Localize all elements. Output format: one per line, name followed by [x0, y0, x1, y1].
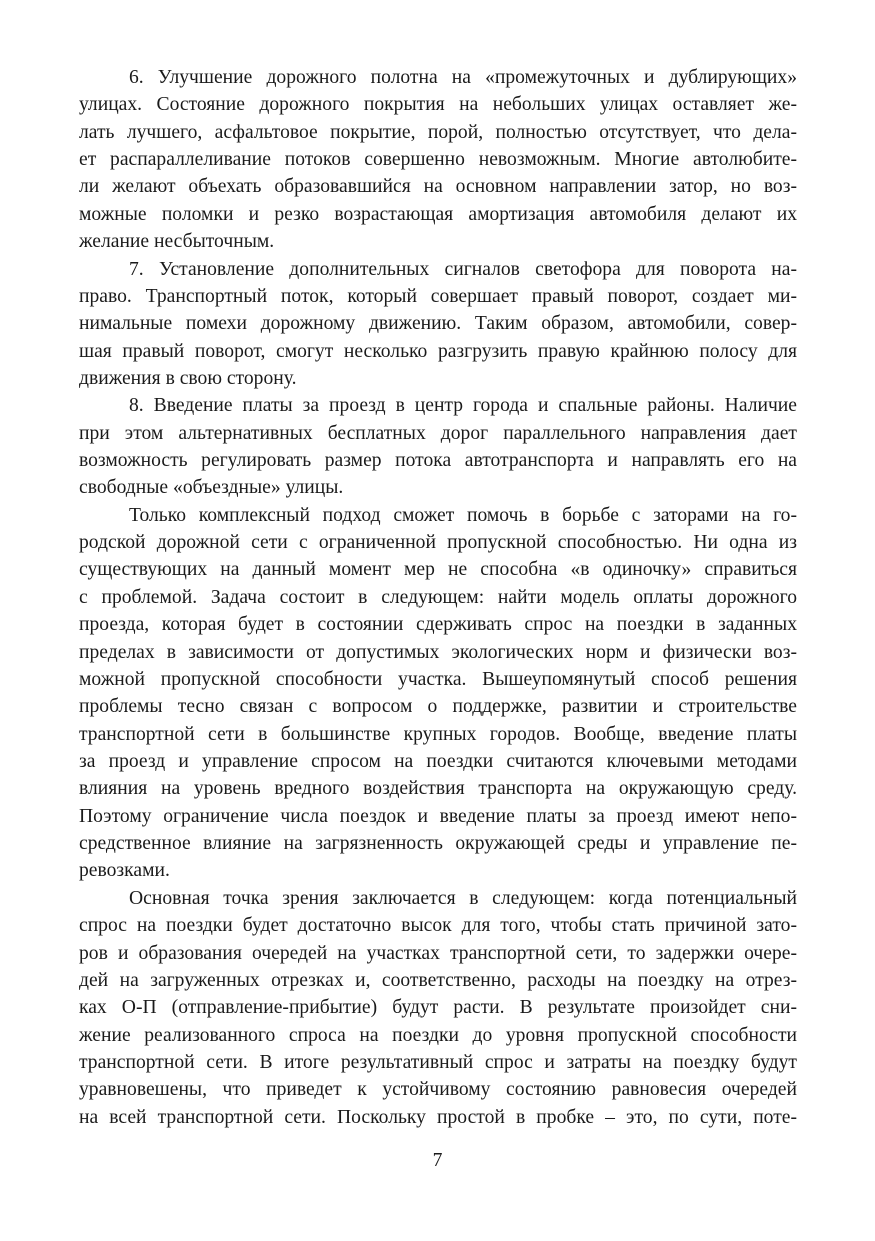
text-line: жение реализованного спроса на поездки до уровня пропускной способности [79, 1024, 797, 1046]
text-line: 8. Введение платы за проезд в центр города и спальные районы. Наличие [129, 395, 797, 417]
text-line: дей на загруженных отрезках и, соответственно, расходы на поездку на отрез- [79, 969, 797, 991]
text-line: проезда, которая будет в состоянии сдерживать спрос на поездки в заданных [79, 614, 797, 636]
paragraph [79, 392, 797, 501]
text-line: свободные «объездные» улицы. [79, 477, 344, 499]
text-line: 7. Установление дополнительных сигналов светофора для поворота на- [129, 258, 797, 280]
text-line: ет распараллеливание потоков совершенно невозможным. Многие автолюбите- [79, 149, 797, 171]
paragraph [79, 502, 797, 885]
text-line: можной пропускной способности участка. Вышеупомянутый способ решения [79, 668, 797, 690]
body-text [79, 64, 797, 1131]
text-line: шая правый поворот, смогут несколько разгрузить правую крайнюю полосу для [79, 340, 797, 362]
text-line: с проблемой. Задача состоит в следующем: найти модель оплаты дорожного [79, 586, 797, 608]
text-line: транспортной сети в большинстве крупных городов. Вообще, введение платы [79, 723, 797, 745]
text-line: ров и образования очередей на участках транспортной сети, то задержки очере- [79, 942, 797, 964]
text-line: улицах. Состояние дорожного покрытия на небольших улицах оставляет же- [79, 94, 797, 116]
text-line: Основная точка зрения заключается в следующем: когда потенциальный [129, 887, 797, 909]
text-line: проблемы тесно связан с вопросом о поддержке, развитии и строительстве [79, 696, 797, 718]
text-line: существующих на данный момент мер не способна «в одиночку» справиться [79, 559, 797, 581]
paragraph [79, 64, 797, 256]
text-line: нимальные помехи дорожному движению. Таким образом, автомобили, совер- [79, 313, 797, 335]
text-line: можные поломки и резко возрастающая амортизация автомобиля делают их [79, 203, 797, 225]
text-line: возможность регулировать размер потока автотранспорта и направлять его на [79, 450, 797, 472]
text-line: ли желают объехать образовавшийся на основном направлении затор, но воз- [79, 176, 797, 198]
text-line: желание несбыточным. [79, 231, 275, 253]
text-line: за проезд и управление спросом на поездки считаются ключевыми методами [79, 750, 797, 772]
text-line: пределах в зависимости от допустимых экологических норм и физически воз- [79, 641, 797, 663]
text-line: 6. Улучшение дорожного полотна на «промежуточных и дублирующих» [129, 67, 797, 88]
text-line: уравновешены, что приведет к устойчивому состоянию равновесия очередей [79, 1079, 797, 1101]
text-line: движения в свою сторону. [79, 367, 297, 389]
text-line: ках О-П (отправление-прибытие) будут расти. В результате произойдет сни- [79, 997, 797, 1019]
text-line: спрос на поездки будет достаточно высок для того, чтобы стать причиной зато- [79, 915, 797, 937]
text-line: лать лучшего, асфальтовое покрытие, порой, полностью отсутствует, что дела- [79, 121, 797, 143]
text-line: Только комплексный подход сможет помочь в борьбе с заторами на го- [129, 504, 797, 526]
text-line: на всей транспортной сети. Поскольку простой в пробке – это, по сути, поте- [79, 1106, 797, 1128]
paragraph [79, 256, 797, 393]
text-line: влияния на уровень вредного воздействия транспорта на окружающую среду. [79, 778, 797, 800]
text-line: средственное влияние на загрязненность окружающей среды и управление пе- [79, 833, 797, 855]
text-line: транспортной сети. В итоге результативный спрос и затраты на поездку будут [79, 1051, 797, 1073]
text-line: право. Транспортный поток, который совершает правый поворот, создает ми- [79, 285, 797, 307]
page-number: 7 [432, 1150, 443, 1171]
text-line: при этом альтернативных бесплатных дорог параллельного направления дает [79, 422, 797, 444]
text-line: родской дорожной сети с ограниченной пропускной способностью. Ни одна из [79, 532, 797, 554]
paragraph [79, 885, 797, 1131]
text-line: Поэтому ограничение числа поездок и введение платы за проезд имеют непо- [79, 805, 797, 827]
text-line: ревозками. [79, 860, 170, 882]
